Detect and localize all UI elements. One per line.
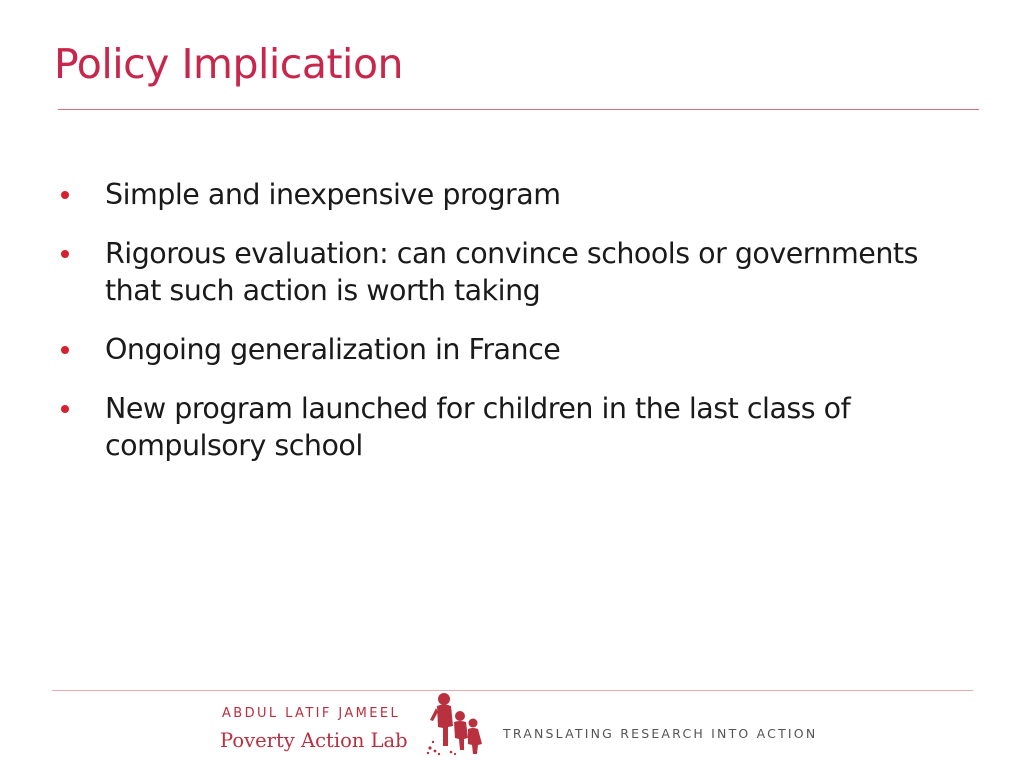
title-divider: [58, 109, 979, 110]
bullet-item: [58, 176, 978, 213]
bullet-item: [58, 331, 978, 368]
footer-divider: [52, 690, 973, 691]
logo-lab-name: Poverty Action Lab: [220, 729, 408, 752]
bullet-dot-icon: [61, 346, 69, 354]
bullet-text: Rigorous evaluation: can convince schools or governments that such action is worth taking: [105, 237, 918, 307]
tagline: TRANSLATING RESEARCH INTO ACTION: [503, 726, 818, 741]
bullet-list: [58, 176, 978, 464]
bullet-dot-icon: [61, 250, 69, 258]
bullet-item: [58, 235, 978, 309]
bullet-text: Simple and inexpensive program: [105, 178, 561, 211]
bullet-dot-icon: [61, 191, 69, 199]
bullet-dot-icon: [61, 405, 69, 413]
bullet-item: [58, 390, 978, 464]
bullet-text: Ongoing generalization in France: [105, 333, 561, 366]
slide-title: Policy Implication: [54, 40, 404, 88]
bullet-text: New program launched for children in the last class of compulsory school: [105, 392, 851, 462]
children-figures-icon: [424, 690, 486, 756]
logo-name: ABDUL LATIF JAMEEL: [222, 706, 401, 721]
